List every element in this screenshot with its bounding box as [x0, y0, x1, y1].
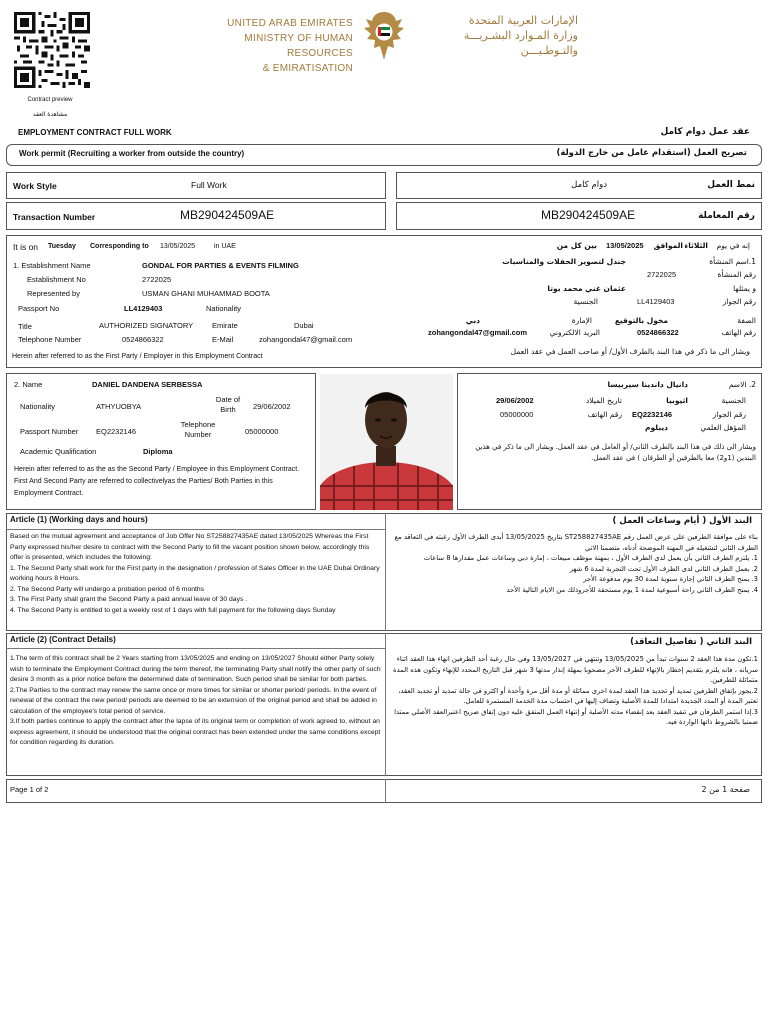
transaction-value: MB290424509AE — [180, 208, 275, 222]
article-1-body-ar — [390, 532, 758, 595]
fp-ar-title: مخول بالتوقيع — [614, 316, 668, 325]
uae-emblem-icon — [361, 6, 407, 66]
fp-rep-label: Represented by — [27, 289, 80, 298]
sp-ar-nationality-label: الجنسية — [721, 396, 746, 405]
article-1-item-3-ar: 3. يمنح الطرف الثاني إجازة سنوية لمدة 30 يوم مدفوعة الأجر — [583, 575, 758, 583]
transaction-label-ar: رقم المعاملة — [698, 211, 755, 221]
sp-ar-dob: 29/06/2002 — [496, 396, 534, 405]
article-1-item-4-ar: 4. يمنح الطرف الثاني راحة أسبوعية لمدة 1 يوم مستحقة للأجروذلك من الايام التالية الأحد — [506, 585, 758, 594]
fp-ar-email: zohangondal47@gmail.com — [428, 328, 527, 337]
org-name-en — [190, 16, 353, 76]
article-1-intro-en: Based on the mutual agreement and acceptance of Job Offer No ST258827435AE dated 13/05/2025 Whereas the First Party expressed his/her desire to contract with the Second Party to fill the vacant position shown below, accordingly this offer is presented, which includes the following: — [10, 533, 370, 561]
fp-ar-title-label: الصفة — [737, 316, 756, 325]
org-ar-line-3: والتـوطـيـــن — [520, 44, 578, 57]
org-ar-line-2: وزارة المـوارد البشـريـــة — [463, 29, 578, 42]
work-style-label-ar: نمط العمل — [707, 180, 755, 190]
fp-ar-est-name: جندل لتصوير الحفلات والمناسبات — [502, 257, 626, 266]
article-2-body-en — [10, 654, 382, 749]
fp-ar-est-no: 2722025 — [647, 270, 677, 279]
sp-dob-label: Date of Birth — [215, 395, 241, 414]
sp-passport-label: Passport Number — [20, 427, 79, 436]
article-1-intro-ar: بناء على موافقة الطرفين على عرض العمل رقم ST258827435AE بتاريخ 13/05/2025 أبدى الطرف الأول رغبته في التعاقد مع الطرف الثاني لتشغيله في المهنة الموضحة أدناه، متضمنا الاتي — [394, 533, 758, 552]
fp-ar-day: الثلاثاء — [684, 241, 708, 250]
article-1-body-en — [10, 532, 382, 616]
fp-corresponding-to: Corresponding to — [90, 243, 149, 250]
article-1-item-3-en: 3. The First Party shall grant the Second Party a paid annual leave of 30 days . — [10, 596, 248, 603]
fp-emirate-label: Emirate — [212, 321, 238, 330]
article-1-title-en: Article (1) (Working days and hours) — [10, 515, 148, 524]
fp-est-name-label: 1. Establishment Name — [13, 261, 91, 270]
article-2-item-2-ar: 2.يجوز بإتفاق الطرفين تمديد أو تجديد هذا العقد لمدة اخرى مماثلة أو مدة أقل مرة وأحدة أو اكثرو في حالة تمديد أو تجديد العقد، تعتبر المدة أو المدد الجديدة امتدادا للمدة الأصلية وتضاف إليها في احتساب مدة الخدمة المستمرة للعامل. — [398, 686, 758, 705]
fp-ar-phone-label: رقم الهاتف — [721, 328, 756, 337]
sp-dob: 29/06/2002 — [253, 402, 291, 411]
work-permit-ar: تصريح العمل (استقدام عامل من خارج الدولة) — [556, 148, 747, 158]
fp-ar-passport: LL4129403 — [637, 297, 675, 306]
fp-est-no-label: Establishment No — [27, 275, 86, 284]
sp-ar-qual: ديبلوم — [645, 423, 668, 432]
fp-phone: 0524866322 — [122, 335, 164, 344]
fp-rep: USMAN GHANI MUHAMMAD BOOTA — [142, 289, 270, 298]
article-2-item-1-ar: 1.تكون مدة هذا العقد 2 سنوات تبدأ من 13/05/2025 وتنتهي في 13/05/2027 وفي حال رغبة أحد الطرفين انهاء هذا العقد اثناء سريانه ، فانه يلتزم بتقديم إخطار بالإنهاء للطرف الآخر مصحوبا بمهلة إنذار مدتها 3 شهر قبل التاريخ المحدد للإنهاء وتكون هذه المدة متماثلة للطرفين. — [393, 655, 758, 684]
org-en-line-3: & EMIRATISATION — [262, 63, 353, 74]
transaction-value-ar: MB290424509AE — [541, 208, 636, 222]
article-2-item-3-ar: 3.إذا استمر الطرفان في تنفيذ العقد بعد إنقضاء مدته الأصلية أو إنتهاء العمل المتفق عليه دون إتفاق صريح اعتبرالعقد الأصلي ممتدا ضمنيا بالشروط ذاتها الواردة فيه. — [394, 707, 758, 726]
work-style-value: Full Work — [191, 180, 227, 190]
work-style-box-en — [6, 172, 386, 199]
fp-emirate: Dubai — [294, 321, 314, 330]
sp-phone: 05000000 — [245, 427, 279, 436]
sp-ar-name-label: 2. الاسم — [728, 380, 756, 389]
article-2-item-2-en: 2.The Parties to the contract may renew the same once or more times for similar or shorter period/ periods. In the event of renewal of the contract the new period/ periods are deemed to be an extension of the original period and shall be added in calculation of the employee's total period of service. — [10, 686, 377, 715]
fp-ar-phone: 0524866322 — [637, 328, 679, 337]
article-1-item-4-en: 4. The Second Party is entitled to get a weekly rest of 1 days with full payment for the following days Sunday — [10, 606, 336, 614]
article-1-item-2-ar: 2. يعمل الطرف الثاني لدى الطرف الأول تحت التجربة لمدة 6 شهر — [569, 564, 758, 573]
sp-herein: Herein after referred to as the as the Second Party / Employee in this Employment Contract. First And Second Party are referred to collectivelyas the Parties/ Both Parties in this Employment Contract. — [14, 466, 300, 497]
fp-ar-intro: إنه في يوم — [716, 241, 750, 250]
fp-nationality-label: Nationality — [206, 304, 242, 313]
fp-ar-date: 13/05/2025 — [606, 241, 644, 250]
work-permit-en: Work permit (Recruiting a worker from outside the country) — [19, 149, 245, 158]
article-2-title-en: Article (2) (Contract Details) — [10, 635, 116, 644]
article-2-item-1-en: 1.The term of this contract shall be 2 Years starting from 13/05/2025 and ending on 13/05/2027 Should either Party solely wish to terminate the Employment Contract during the term thereof, the terminating Party shall notify the other party of such desire 3 month as a prior notice before the determined date of termination. Such period shall be similar for both parties. — [10, 655, 381, 683]
work-style-box-ar — [396, 172, 762, 199]
article-2-body-ar — [390, 654, 758, 728]
sp-qual-label: Academic Qualification — [20, 447, 97, 456]
sp-ar-passport: EQ2232146 — [632, 410, 673, 419]
work-permit-banner — [6, 144, 762, 166]
sp-ar-qual-label: المؤهل العلمي — [700, 423, 746, 432]
article-1-title-ar: البند الأول ( أيام وساعات العمل ) — [612, 516, 752, 526]
org-en-line-2: MINISTRY OF HUMAN RESOURCES — [244, 33, 353, 59]
fp-ar-emirate: دبي — [465, 316, 480, 325]
contract-preview-en: Contract preview — [27, 97, 73, 103]
fp-ar-rep-label: و يمثلها — [733, 284, 756, 293]
work-style-value-ar: دوام كامل — [571, 180, 607, 190]
fp-title-label: Title — [18, 322, 32, 331]
page-footer — [6, 779, 762, 803]
fp-email-label: E-Mail — [212, 335, 234, 344]
sp-ar-nationality: اثيوبيا — [666, 396, 688, 405]
sp-phone-label: Telephone Number — [180, 420, 216, 439]
sp-ar-phone-label: رقم الهاتف — [587, 410, 622, 419]
sp-ar-phone: 05000000 — [500, 410, 534, 419]
fp-it-is-on: It is on — [13, 242, 39, 252]
transaction-label: Transaction Number — [13, 212, 96, 222]
org-en-line-1: UNITED ARAB EMIRATES — [227, 18, 353, 29]
article-1-item-1-ar: 1. يلتزم الطرف الثاني بأن يعمل لدى الطرف الأول ، بمهنة موظف مبيعات ، إمارة دبي وساعات عمل مقدارها 8 ساعات — [423, 554, 758, 562]
fp-in-uae: in UAE — [214, 243, 236, 250]
sp-passport: EQ2232146 — [96, 427, 137, 436]
fp-est-name: GONDAL FOR PARTIES & EVENTS FILMING — [142, 261, 299, 270]
fp-est-no: 2722025 — [142, 275, 172, 284]
sp-nationality-label: Nationality — [20, 402, 56, 411]
article-1-item-2-en: 2. The Second Party will undergo a probation period of 6 months — [10, 585, 205, 593]
sp-nationality: ATHYUOBYA — [96, 402, 142, 411]
sp-qual: Diploma — [143, 447, 173, 456]
article-2-title-ar: البند الثاني ( تفاصيل التعاقد) — [630, 637, 752, 647]
fp-ar-est-no-label: رقم المنشأة — [717, 270, 756, 279]
fp-ar-rep: عثمان غني محمد بوتا — [547, 284, 626, 293]
fp-date: 13/05/2025 — [160, 243, 196, 250]
contract-title-en: EMPLOYMENT CONTRACT FULL WORK — [18, 128, 172, 137]
article-2-item-3-en: 3.If both parties continue to apply the contract after the lapse of its original term or completion of work agreed to, without an express agreement, it should be understood that the original contract has been extended under the same conditions except for condition regarding its duration. — [10, 718, 381, 746]
fp-ar-passport-label: رقم الجواز — [722, 297, 756, 306]
sp-name-label: 2. Name — [14, 380, 43, 389]
fp-ar-email-label: البريد الالكتروني — [549, 328, 600, 337]
employee-photo — [320, 374, 453, 510]
fp-herein: Herein after referred to as the First Party / Employer in this Employment Contract — [12, 353, 263, 360]
fp-day: Tuesday — [48, 243, 76, 250]
contract-title-ar: عقد عمل دوام كامل — [660, 127, 750, 137]
page-number-ar: صفحة 1 من 2 — [701, 785, 750, 794]
sp-ar-name: دانيال داندينا سيربيسا — [607, 380, 688, 389]
org-ar-line-1: الإمارات العربية المتحدة — [468, 14, 578, 27]
fp-phone-label: Telephone Number — [18, 335, 82, 344]
fp-ar-nationality-label: الجنسية — [573, 297, 598, 306]
fp-passport-label: Passport No — [18, 304, 60, 313]
sp-ar-herein: ويشار الى ذلك في هذا البند بالطرف الثاني/ أو العامل في عقد العمل. ويشار الى ما ذكر في هذين البندين (1و2) معا بالطرفين أو الطرفان ) في عقد العمل. — [475, 443, 756, 462]
transaction-box-ar — [396, 202, 762, 230]
fp-ar-between: بين كل من — [556, 241, 597, 250]
fp-ar-est-name-label: 1.اسم المنشأة — [709, 257, 756, 266]
fp-ar-herein: ويشار الى ما ذكر في هذا البند بالطرف الأول/ أو صاحب العمل في عقد العمل — [510, 347, 750, 356]
org-name-ar — [418, 13, 578, 58]
transaction-box-en — [6, 202, 386, 230]
sp-ar-passport-label: رقم الجواز — [712, 410, 746, 419]
fp-ar-emirate-label: الإمارة — [571, 316, 592, 325]
sp-name: DANIEL DANDENA SERBESSA — [92, 380, 203, 389]
article-1-item-1-en: 1. The Second Party shall work for the First party in the designation / profession of Sales Officer in the UAE Dubai Ordinary working hours 8 Hours. — [10, 564, 380, 582]
work-style-label: Work Style — [13, 181, 57, 191]
fp-ar-corr: الموافق — [653, 241, 683, 250]
page-number-en: Page 1 of 2 — [10, 785, 49, 794]
contract-preview-ar: مشاهدة العقد — [32, 111, 68, 118]
sp-ar-dob-label: تاريخ الميلاد — [585, 396, 622, 405]
fp-passport: LL4129403 — [124, 304, 163, 313]
fp-email: zohangondal47@gmail.com — [259, 335, 353, 344]
fp-title: AUTHORIZED SIGNATORY — [99, 321, 194, 330]
qr-code — [14, 12, 90, 88]
